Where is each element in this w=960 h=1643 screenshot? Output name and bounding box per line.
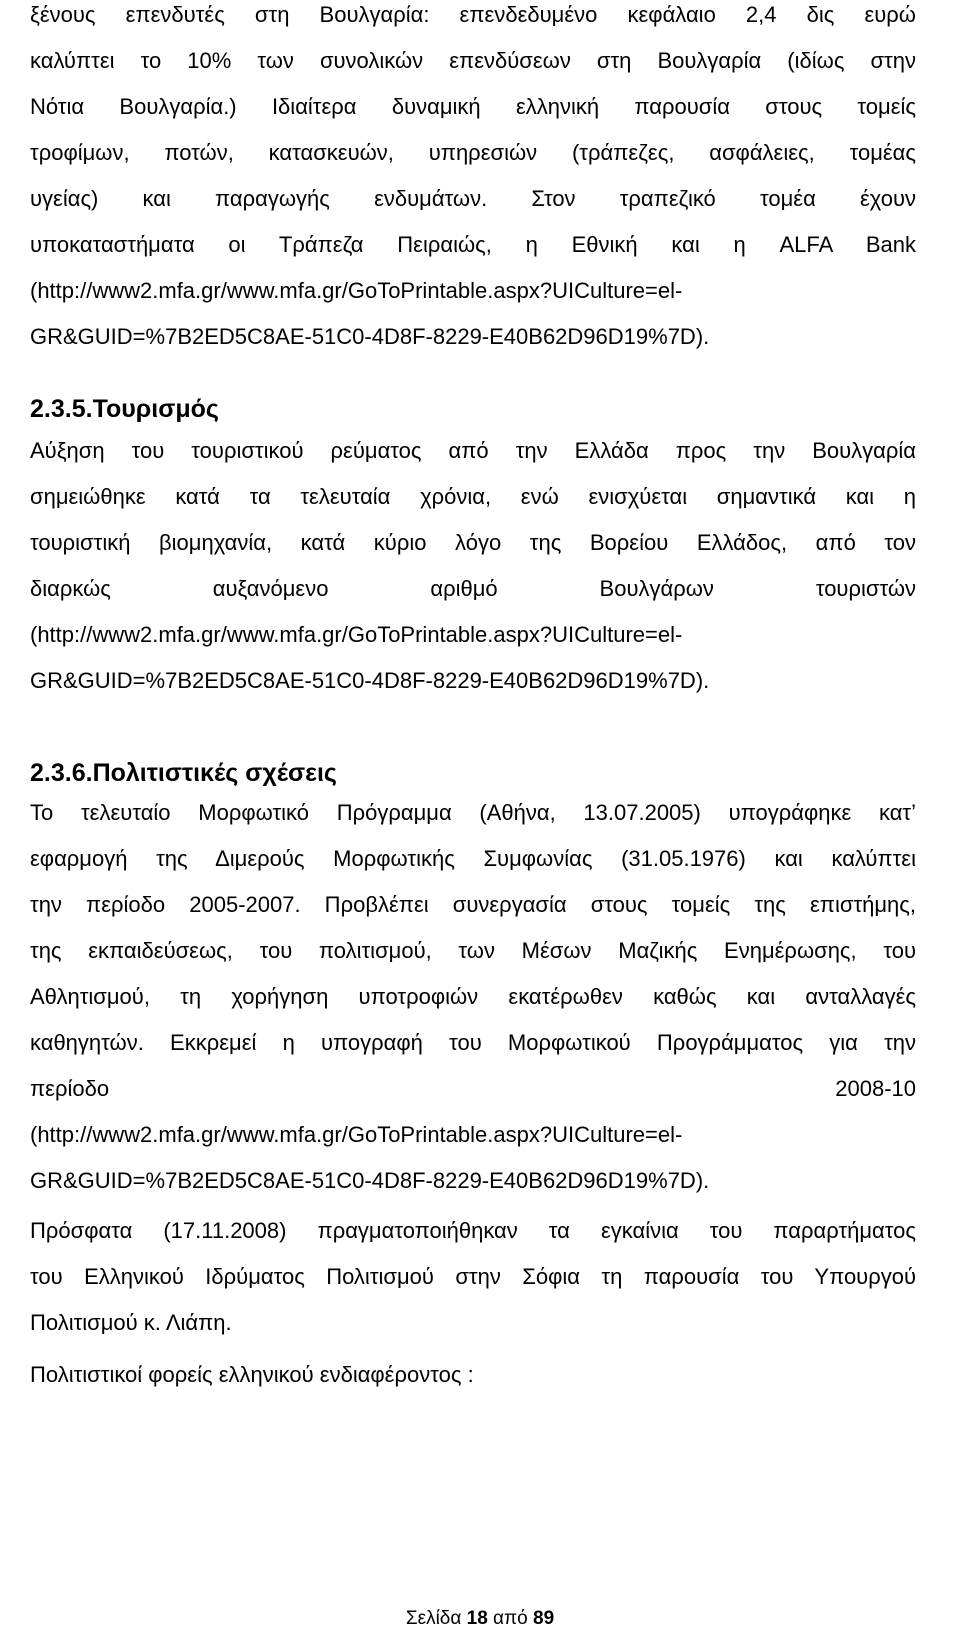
text-line-url: GR&GUID=%7B2ED5C8AE-51C0-4D8F-8229-E40B62D96D19%7D).	[30, 1168, 710, 1193]
text-line: τουριστική βιομηχανία, κατά κύριο λόγο της Βορείου Ελλάδος, από τον	[30, 530, 916, 555]
paragraph-cultural-bodies	[30, 1352, 916, 1398]
text-line: διαρκώς αυξανόμενο αριθμό Βουλγάρων τουριστών	[30, 576, 916, 601]
section-number: 2.3.5.	[30, 395, 93, 423]
text-line: Αύξηση του τουριστικού ρεύματος από την Ελλάδα προς την Βουλγαρία	[30, 438, 916, 463]
text-line: της εκπαιδεύσεως, του πολιτισμού, των Μέσων Μαζικής Ενημέρωσης, του	[30, 938, 916, 963]
text-line: υγείας) και παραγωγής ενδυμάτων. Στον τραπεζικό τομέα έχουν	[30, 186, 916, 211]
text-line: Το τελευταίο Μορφωτικό Πρόγραμμα (Αθήνα, 13.07.2005) υπογράφηκε κατ’	[30, 800, 916, 825]
paragraph-text	[30, 1208, 916, 1346]
text-line: την περίοδο 2005-2007. Προβλέπει συνεργασία στους τομείς της επιστήμης,	[30, 892, 916, 917]
text-line: σημειώθηκε κατά τα τελευταία χρόνια, ενώ ενισχύεται σημαντικά και η	[30, 484, 916, 509]
paragraph-text	[30, 790, 916, 1204]
section-heading-culture	[30, 758, 337, 788]
text-line: τροφίμων, ποτών, κατασκευών, υπηρεσιών (τράπεζες, ασφάλειες, τομέας	[30, 140, 916, 165]
page-footer	[0, 1608, 960, 1630]
section-number: 2.3.6.	[30, 759, 93, 787]
paragraph-cultural-programme	[30, 790, 916, 1204]
text-line-url: (http://www2.mfa.gr/www.mfa.gr/GoToPrintable.aspx?UICulture=el-	[30, 1122, 683, 1147]
text-line: Πρόσφατα (17.11.2008) πραγματοποιήθηκαν τα εγκαίνια του παραρτήματος	[30, 1218, 916, 1243]
text-line: εφαρμογή της Διμερούς Μορφωτικής Συμφωνίας (31.05.1976) και καλύπτει	[30, 846, 916, 871]
text-line-url: (http://www2.mfa.gr/www.mfa.gr/GoToPrintable.aspx?UICulture=el-	[30, 622, 683, 647]
text-line: ξένους επενδυτές στη Βουλγαρία: επενδεδυμένο κεφάλαιο 2,4 δις ευρώ	[30, 2, 916, 27]
text-line-url: GR&GUID=%7B2ED5C8AE-51C0-4D8F-8229-E40B62D96D19%7D).	[30, 324, 710, 349]
text-line: Πολιτιστικοί φορείς ελληνικού ενδιαφέροντος :	[30, 1362, 474, 1387]
text-line: Νότια Βουλγαρία.) Ιδιαίτερα δυναμική ελληνική παρουσία στους τομείς	[30, 94, 916, 119]
text-line-url: (http://www2.mfa.gr/www.mfa.gr/GoToPrintable.aspx?UICulture=el-	[30, 278, 683, 303]
footer-middle: από	[487, 1608, 533, 1629]
text-line: Αθλητισμού, τη χορήγηση υποτροφιών εκατέρωθεν καθώς και ανταλλαγές	[30, 984, 916, 1009]
footer-page-number: 18	[466, 1608, 488, 1629]
footer-prefix: Σελίδα	[405, 1608, 467, 1629]
section-title: Τουρισμός	[92, 395, 219, 423]
paragraph-text	[30, 1352, 916, 1398]
paragraph-tourism	[30, 428, 916, 704]
section-heading-tourism	[30, 394, 219, 424]
paragraph-recent-inauguration	[30, 1208, 916, 1346]
text-line: Πολιτισμού κ. Λιάπη.	[30, 1310, 232, 1335]
paragraph-text	[30, 0, 916, 360]
paragraph-text	[30, 428, 916, 704]
paragraph-foreign-investors	[30, 0, 916, 360]
text-line: του Ελληνικού Ιδρύματος Πολιτισμού στην Σόφια τη παρουσία του Υπουργού	[30, 1264, 916, 1289]
text-line: περίοδο 2008-10	[30, 1076, 916, 1101]
text-line: καλύπτει το 10% των συνολικών επενδύσεων στη Βουλγαρία (ιδίως στην	[30, 48, 916, 73]
text-line: υποκαταστήματα οι Τράπεζα Πειραιώς, η Εθνική και η ALFA Bank	[30, 232, 916, 257]
section-title: Πολιτιστικές σχέσεις	[92, 759, 337, 787]
text-line: καθηγητών. Εκκρεμεί η υπογραφή του Μορφωτικού Προγράμματος για την	[30, 1030, 916, 1055]
text-line-url: GR&GUID=%7B2ED5C8AE-51C0-4D8F-8229-E40B62D96D19%7D).	[30, 668, 710, 693]
footer-total-pages: 89	[533, 1608, 555, 1629]
